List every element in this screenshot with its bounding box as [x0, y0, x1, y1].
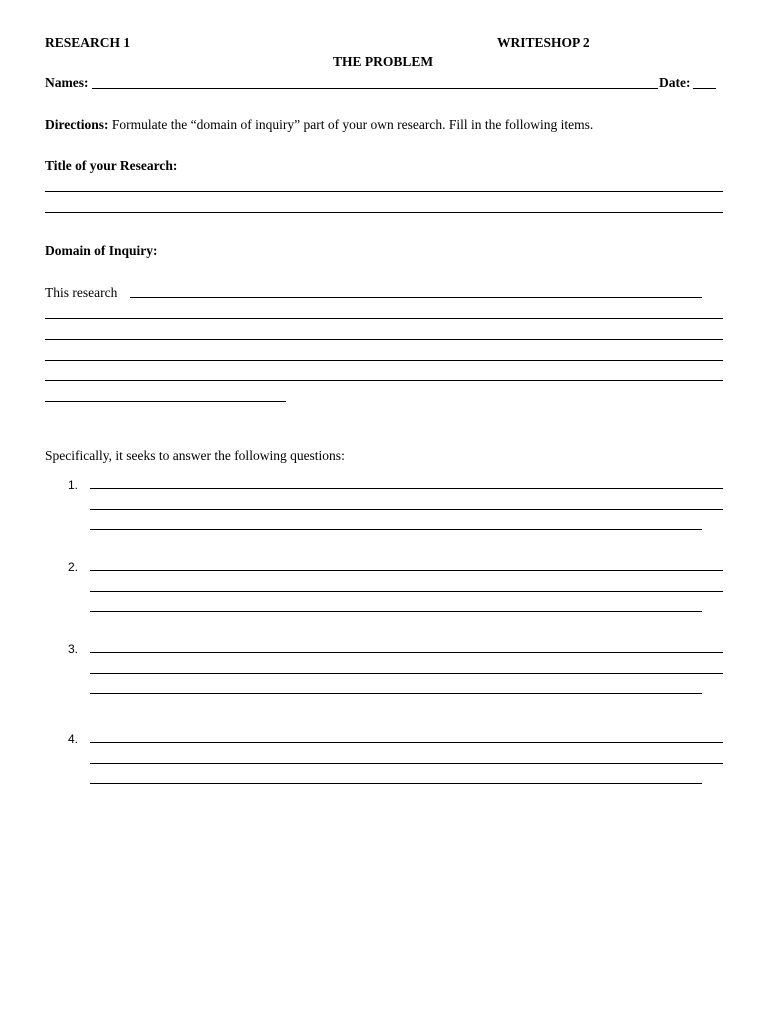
question-3-line-1[interactable] [90, 652, 723, 653]
research-title-line-1[interactable] [45, 191, 723, 192]
question-1-line-2[interactable] [90, 509, 723, 510]
date-label: Date: [659, 75, 691, 90]
date-field[interactable] [693, 88, 716, 89]
domain-label: Domain of Inquiry: [45, 243, 158, 258]
research-title-line-2[interactable] [45, 212, 723, 213]
domain-line-3[interactable] [45, 360, 723, 361]
domain-line-2[interactable] [45, 339, 723, 340]
question-number-4: 4. [68, 732, 79, 746]
question-1-line-1[interactable] [90, 488, 723, 489]
domain-line-0[interactable] [130, 297, 702, 298]
question-4-line-2[interactable] [90, 763, 723, 764]
names-label: Names: [45, 75, 89, 90]
directions-label: Directions: [45, 117, 109, 132]
names-field[interactable] [92, 88, 658, 89]
question-3-line-3[interactable] [90, 693, 702, 694]
question-2-line-2[interactable] [90, 591, 723, 592]
questions-intro: Specifically, it seeks to answer the following questions: [45, 448, 345, 463]
domain-line-4[interactable] [45, 380, 723, 381]
question-number-3: 3. [68, 642, 79, 656]
question-number-1: 1. [68, 478, 79, 492]
writeshop-label: WRITESHOP 2 [497, 35, 590, 50]
domain-line-5[interactable] [45, 401, 286, 402]
page-title: THE PROBLEM [333, 54, 434, 69]
question-2-line-3[interactable] [90, 611, 702, 612]
question-number-2: 2. [68, 560, 79, 574]
question-4-line-3[interactable] [90, 783, 702, 784]
question-4-line-1[interactable] [90, 742, 723, 743]
research-title-label: Title of your Research: [45, 158, 178, 173]
directions-text: Formulate the “domain of inquiry” part of your own research. Fill in the following items. [108, 117, 594, 132]
question-2-line-1[interactable] [90, 570, 723, 571]
directions [45, 117, 593, 133]
question-1-line-3[interactable] [90, 529, 702, 530]
course-label: RESEARCH 1 [45, 35, 131, 50]
domain-lead: This research [45, 285, 118, 300]
domain-line-1[interactable] [45, 318, 723, 319]
question-3-line-2[interactable] [90, 673, 723, 674]
